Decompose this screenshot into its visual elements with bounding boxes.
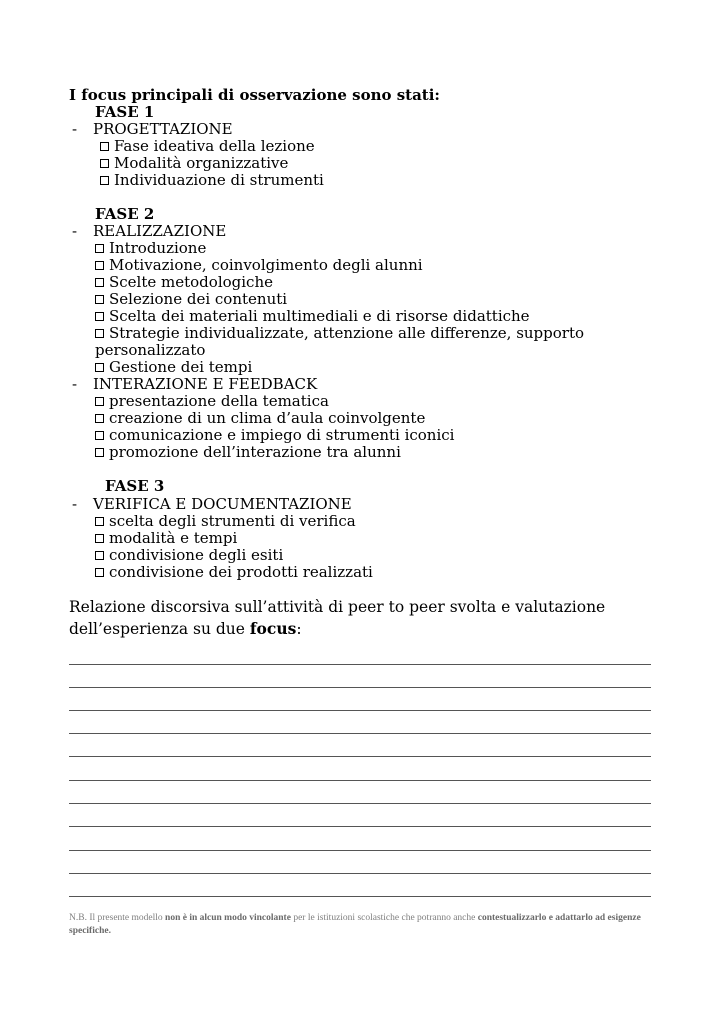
bullet-dash: - [72, 222, 78, 240]
checklist-item: Motivazione, coinvolgimento degli alunni [95, 257, 423, 274]
checklist-item: modalità e tempi [95, 530, 237, 547]
writing-line[interactable] [69, 850, 651, 851]
checklist-item: Strategie individualizzate, attenzione alle differenze, supporto [95, 325, 584, 342]
bullet-dash: - [72, 495, 78, 513]
page-heading: I focus principali di osservazione sono stati: [69, 86, 440, 104]
checklist-item-continuation: personalizzato [95, 341, 206, 359]
checklist-item: condivisione dei prodotti realizzati [95, 564, 373, 581]
checkbox-icon[interactable] [95, 295, 104, 304]
checkbox-icon[interactable] [100, 176, 109, 185]
bullet-dash: - [72, 375, 78, 393]
section-progettazione-title: PROGETTAZIONE [93, 120, 233, 138]
writing-line[interactable] [69, 826, 651, 827]
writing-line[interactable] [69, 710, 651, 711]
checklist-item: scelta degli strumenti di verifica [95, 513, 356, 530]
checklist-item: Modalità organizzative [100, 155, 288, 172]
checkbox-icon[interactable] [95, 431, 104, 440]
writing-line[interactable] [69, 664, 651, 665]
writing-line[interactable] [69, 803, 651, 804]
section-interazione-title: INTERAZIONE E FEEDBACK [93, 375, 318, 393]
checkbox-icon[interactable] [95, 448, 104, 457]
checkbox-icon[interactable] [95, 397, 104, 406]
writing-line[interactable] [69, 733, 651, 734]
checkbox-icon[interactable] [95, 568, 104, 577]
checklist-item: Individuazione di strumenti [100, 172, 324, 189]
phase-1-title: FASE 1 [95, 103, 155, 121]
checkbox-icon[interactable] [95, 329, 104, 338]
writing-line[interactable] [69, 756, 651, 757]
checklist-item: condivisione degli esiti [95, 547, 283, 564]
checkbox-icon[interactable] [95, 278, 104, 287]
checkbox-icon[interactable] [95, 551, 104, 560]
checkbox-icon[interactable] [100, 142, 109, 151]
bullet-dash: - [72, 120, 78, 138]
checklist-item: Introduzione [95, 240, 206, 257]
checklist-item: Scelta dei materiali multimediali e di risorse didattiche [95, 308, 530, 325]
checklist-item: Gestione dei tempi [95, 359, 252, 376]
checkbox-icon[interactable] [95, 312, 104, 321]
writing-line[interactable] [69, 687, 651, 688]
checkbox-icon[interactable] [95, 534, 104, 543]
phase-2-title: FASE 2 [95, 205, 155, 223]
writing-line[interactable] [69, 780, 651, 781]
checklist-item: comunicazione e impiego di strumenti iconici [95, 427, 454, 444]
checkbox-icon[interactable] [95, 244, 104, 253]
checklist-item: creazione di un clima d’aula coinvolgente [95, 410, 425, 427]
section-verifica-title: VERIFICA E DOCUMENTAZIONE [93, 495, 352, 513]
checkbox-icon[interactable] [95, 414, 104, 423]
checklist-item: Selezione dei contenuti [95, 291, 287, 308]
checklist-item: Fase ideativa della lezione [100, 138, 315, 155]
checklist-item: promozione dell’interazione tra alunni [95, 444, 401, 461]
section-realizzazione-title: REALIZZAZIONE [93, 222, 227, 240]
writing-line[interactable] [69, 873, 651, 874]
report-prompt: Relazione discorsiva sull’attività di peer to peer svolta e valutazione dell’esperienza su due focus: [69, 598, 606, 638]
checklist-item: Scelte metodologiche [95, 274, 273, 291]
checkbox-icon[interactable] [100, 159, 109, 168]
checklist-item: presentazione della tematica [95, 393, 329, 410]
checkbox-icon[interactable] [95, 517, 104, 526]
writing-line[interactable] [69, 896, 651, 897]
checkbox-icon[interactable] [95, 261, 104, 270]
phase-3-title: FASE 3 [105, 477, 165, 495]
checkbox-icon[interactable] [95, 363, 104, 372]
footnote: N.B. Il presente modello non è in alcun modo vincolante per le istituzioni scolastiche che potranno anche contestualizzarlo e adattarlo ad esigenze specifiche. [69, 913, 641, 936]
